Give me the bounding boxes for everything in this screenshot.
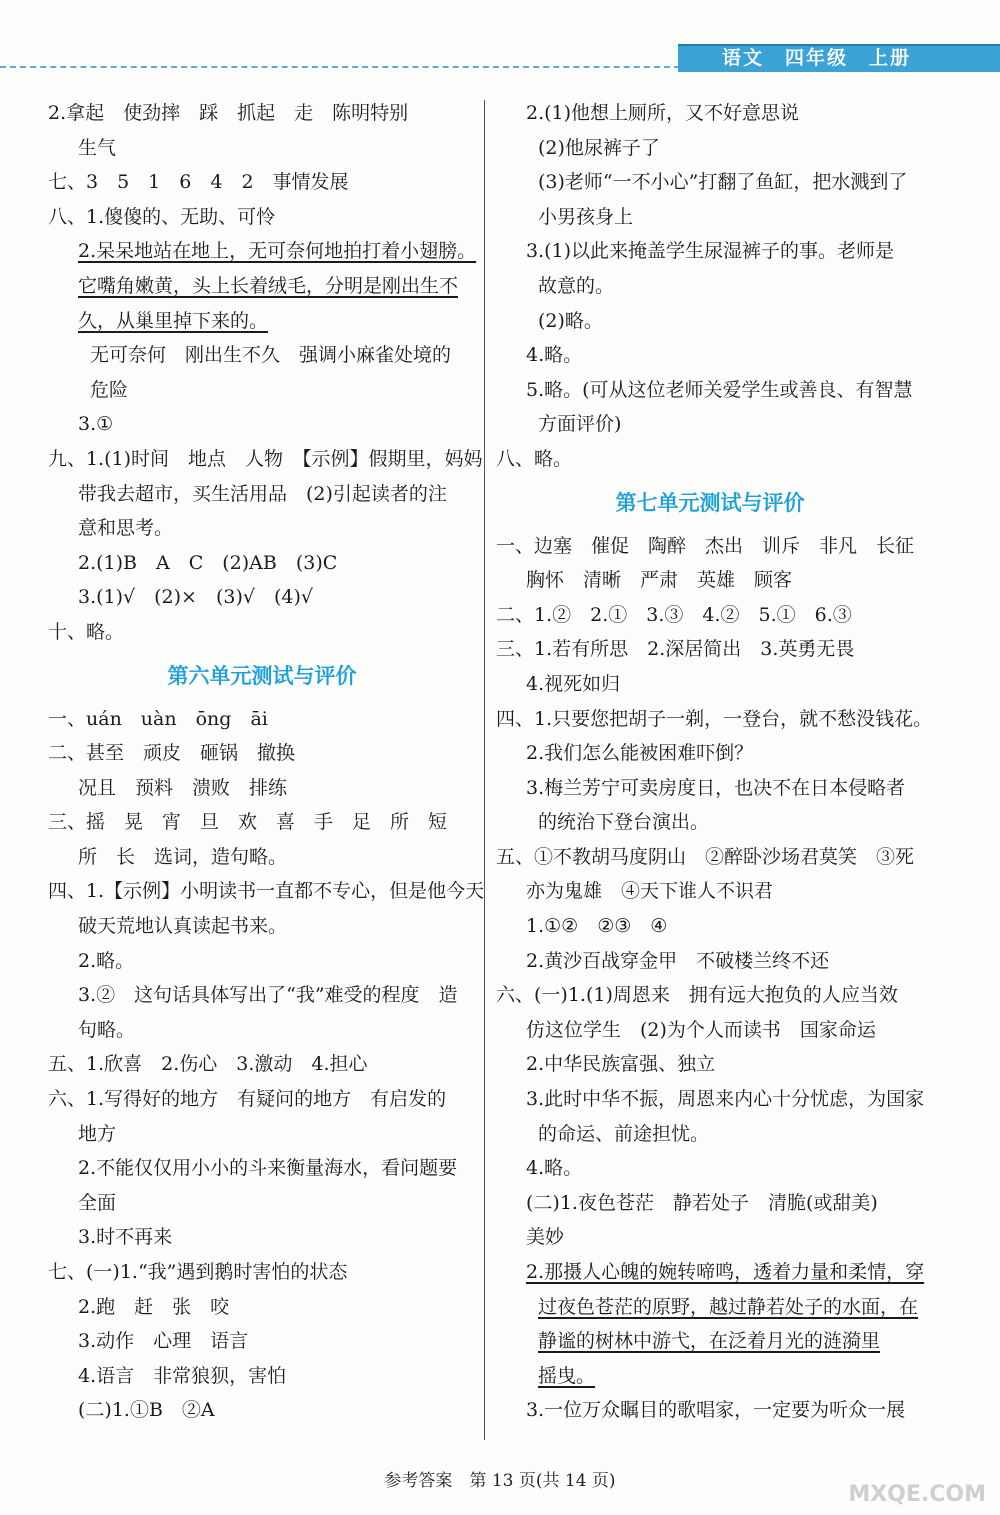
answer-line: 3.(1)以此来掩盖学生尿湿裤子的事。老师是 (526, 240, 895, 263)
answer-line: 4.语言 非常狼狈，害怕 (78, 1364, 287, 1387)
answer-line: 二、1.② 2.① 3.③ 4.② 5.① 6.③ (496, 603, 852, 626)
answer-line: 八、略。 (496, 447, 573, 470)
answer-line: 2.拿起 使劲摔 踩 抓起 走 陈明特别 (48, 102, 409, 124)
answer-line: 2.(1)他想上厕所，又不好意思说 (526, 102, 800, 124)
answer-line: 句略。 (78, 1018, 136, 1041)
answer-line: 四、1.只要您把胡子一剃，一登台，就不愁没钱花。 (496, 707, 933, 730)
answer-line: 方面评价) (538, 413, 622, 436)
answer-line: 的命运、前途担忧。 (538, 1122, 710, 1145)
answer-line: 一、uán uàn ōng āi (48, 707, 268, 730)
watermark-logo: MXQE.COM (848, 1482, 986, 1507)
answer-line: 3.① (78, 413, 114, 436)
answer-line: 3.时不再来 (78, 1226, 173, 1249)
answer-line: 3.(1)√ (2)× (3)√ (4)√ (78, 586, 314, 609)
answer-line: 全面 (78, 1191, 117, 1214)
answer-line: (2)他尿裤子了 (538, 136, 660, 159)
answer-line: 5.略。(可从这位老师关爱学生或善良、有智慧 (526, 378, 913, 401)
answer-line: 2.我们怎么能被困难吓倒？ (526, 742, 754, 765)
answer-line: 三、摇 晃 宵 旦 欢 喜 手 足 所 短 (48, 811, 448, 834)
answer-line: 2.黄沙百战穿金甲 不破楼兰终不还 (526, 949, 830, 972)
answer-line: 五、①不教胡马度阴山 ②醉卧沙场君莫笑 ③死 (496, 845, 915, 868)
answer-line: 2.呆呆地站在地上，无可奈何地拍打着小翅膀。 (78, 240, 477, 263)
answer-line: (2)略。 (538, 309, 603, 332)
section-title: 第七单元测试与评价 (615, 490, 805, 515)
answer-line: 一、边塞 催促 陶醉 杰出 训斥 非凡 长征 (496, 534, 915, 557)
answer-line: 五、1.欣喜 2.伤心 3.激动 4.担心 (48, 1053, 368, 1076)
answer-line: 2.中华民族富强、独立 (526, 1053, 716, 1076)
answer-line: 意和思考。 (78, 517, 174, 540)
answer-line: 十、略。 (48, 620, 125, 643)
answer-line: (二)1.①B ②A (78, 1399, 215, 1422)
answer-line: 破天荒地认真读起书来。 (78, 915, 288, 938)
answer-line: 况且 预料 溃败 排练 (78, 776, 288, 799)
answer-line: 二、甚至 顽皮 砸锅 撤换 (48, 742, 296, 765)
answer-line: 仿这位学生 (2)为个人而读书 国家命运 (526, 1018, 876, 1041)
answer-line: 3.梅兰芳宁可卖房度日，也决不在日本侵略者 (526, 776, 906, 799)
answer-line: 地方 (78, 1122, 117, 1145)
answer-line: 摇曳。 (538, 1364, 596, 1387)
left-column (48, 96, 485, 1428)
answer-line: 所 长 选词，造句略。 (78, 845, 288, 868)
answer-line: 过夜色苍茫的原野，越过静若处子的水面，在 (538, 1295, 919, 1318)
answer-line: 亦为鬼雄 ④天下谁人不识君 (526, 880, 774, 903)
answer-line: 八、1.傻傻的、无助、可怜 (48, 205, 276, 228)
answer-line: 小男孩身上 (538, 205, 634, 228)
answer-line: 3.动作 心理 语言 (78, 1330, 249, 1353)
answer-line: 4.略。 (526, 344, 583, 367)
answer-line: 4.视死如归 (526, 672, 621, 695)
header-dashed-rule (0, 66, 680, 68)
answer-line: 的统治下登台演出。 (538, 811, 710, 834)
answer-line: 危险 (90, 378, 129, 401)
answer-line: (二)1.夜色苍茫 静若处子 清脆(或甜美) (526, 1191, 878, 1214)
answer-line: 四、1.【示例】小明读书一直都不专心，但是他今天 (48, 880, 485, 903)
answer-line: 生气 (78, 136, 117, 159)
answer-line: 2.那摄人心魄的婉转啼鸣，透着力量和柔情，穿 (526, 1261, 925, 1283)
answer-line: 2.不能仅仅用小小的斗来衡量海水，看问题要 (78, 1157, 458, 1180)
answer-line: 1.①② ②③ ④ (526, 915, 668, 938)
answer-line: 三、1.若有所思 2.深居简出 3.英勇无畏 (496, 638, 855, 661)
answer-line: 3.一位万众瞩目的歌唱家，一定要为听众一展 (526, 1399, 906, 1422)
answer-line: 带我去超市，买生活用品 (2)引起读者的注 (78, 482, 447, 505)
column-divider (484, 100, 485, 1440)
answer-line: 无可奈何 刚出生不久 强调小麻雀处境的 (90, 344, 452, 367)
page-footer: 参考答案 第 13 页(共 14 页) (384, 1471, 616, 1491)
answer-line: 六、1.写得好的地方 有疑问的地方 有启发的 (48, 1088, 447, 1111)
answer-line: 4.略。 (526, 1157, 583, 1180)
answer-line: 七、3 5 1 6 4 2 事情发展 (48, 171, 349, 194)
answer-line: 2.略。 (78, 949, 135, 972)
answer-line: 3.此时中华不振，周恩来内心十分忧虑，为国家 (526, 1088, 925, 1111)
answer-line: 六、(一)1.(1)周恩来 拥有远大抱负的人应当效 (496, 984, 898, 1007)
answer-line: 美妙 (526, 1226, 565, 1249)
answer-line: (3)老师“一不小心”打翻了鱼缸，把水溅到了 (538, 171, 908, 194)
answer-line: 九、1.(1)时间 地点 人物 【示例】假期里，妈妈 (48, 447, 483, 470)
answer-line: 静谧的树林中游弋，在泛着月光的涟漪里 (538, 1330, 881, 1353)
answer-line: 它嘴角嫩黄，头上长着绒毛，分明是刚出生不 (78, 274, 459, 297)
answer-line: 2.(1)B A C (2)AB (3)C (78, 551, 338, 574)
answer-line: 故意的。 (538, 274, 615, 297)
section-title: 第六单元测试与评价 (167, 663, 357, 688)
answer-line: 2.跑 赶 张 咬 (78, 1295, 230, 1318)
right-column (496, 96, 933, 1428)
answer-line: 胸怀 清晰 严肃 英雄 顾客 (526, 569, 793, 592)
answer-line: 七、(一)1.“我”遇到鹅时害怕的状态 (48, 1261, 348, 1283)
header-subject-label: 语文 四年级 上册 (722, 47, 912, 69)
answer-line: 久，从巢里掉下来的。 (78, 309, 269, 332)
answer-line: 3.② 这句话具体写出了“我”难受的程度 造 (78, 984, 458, 1007)
